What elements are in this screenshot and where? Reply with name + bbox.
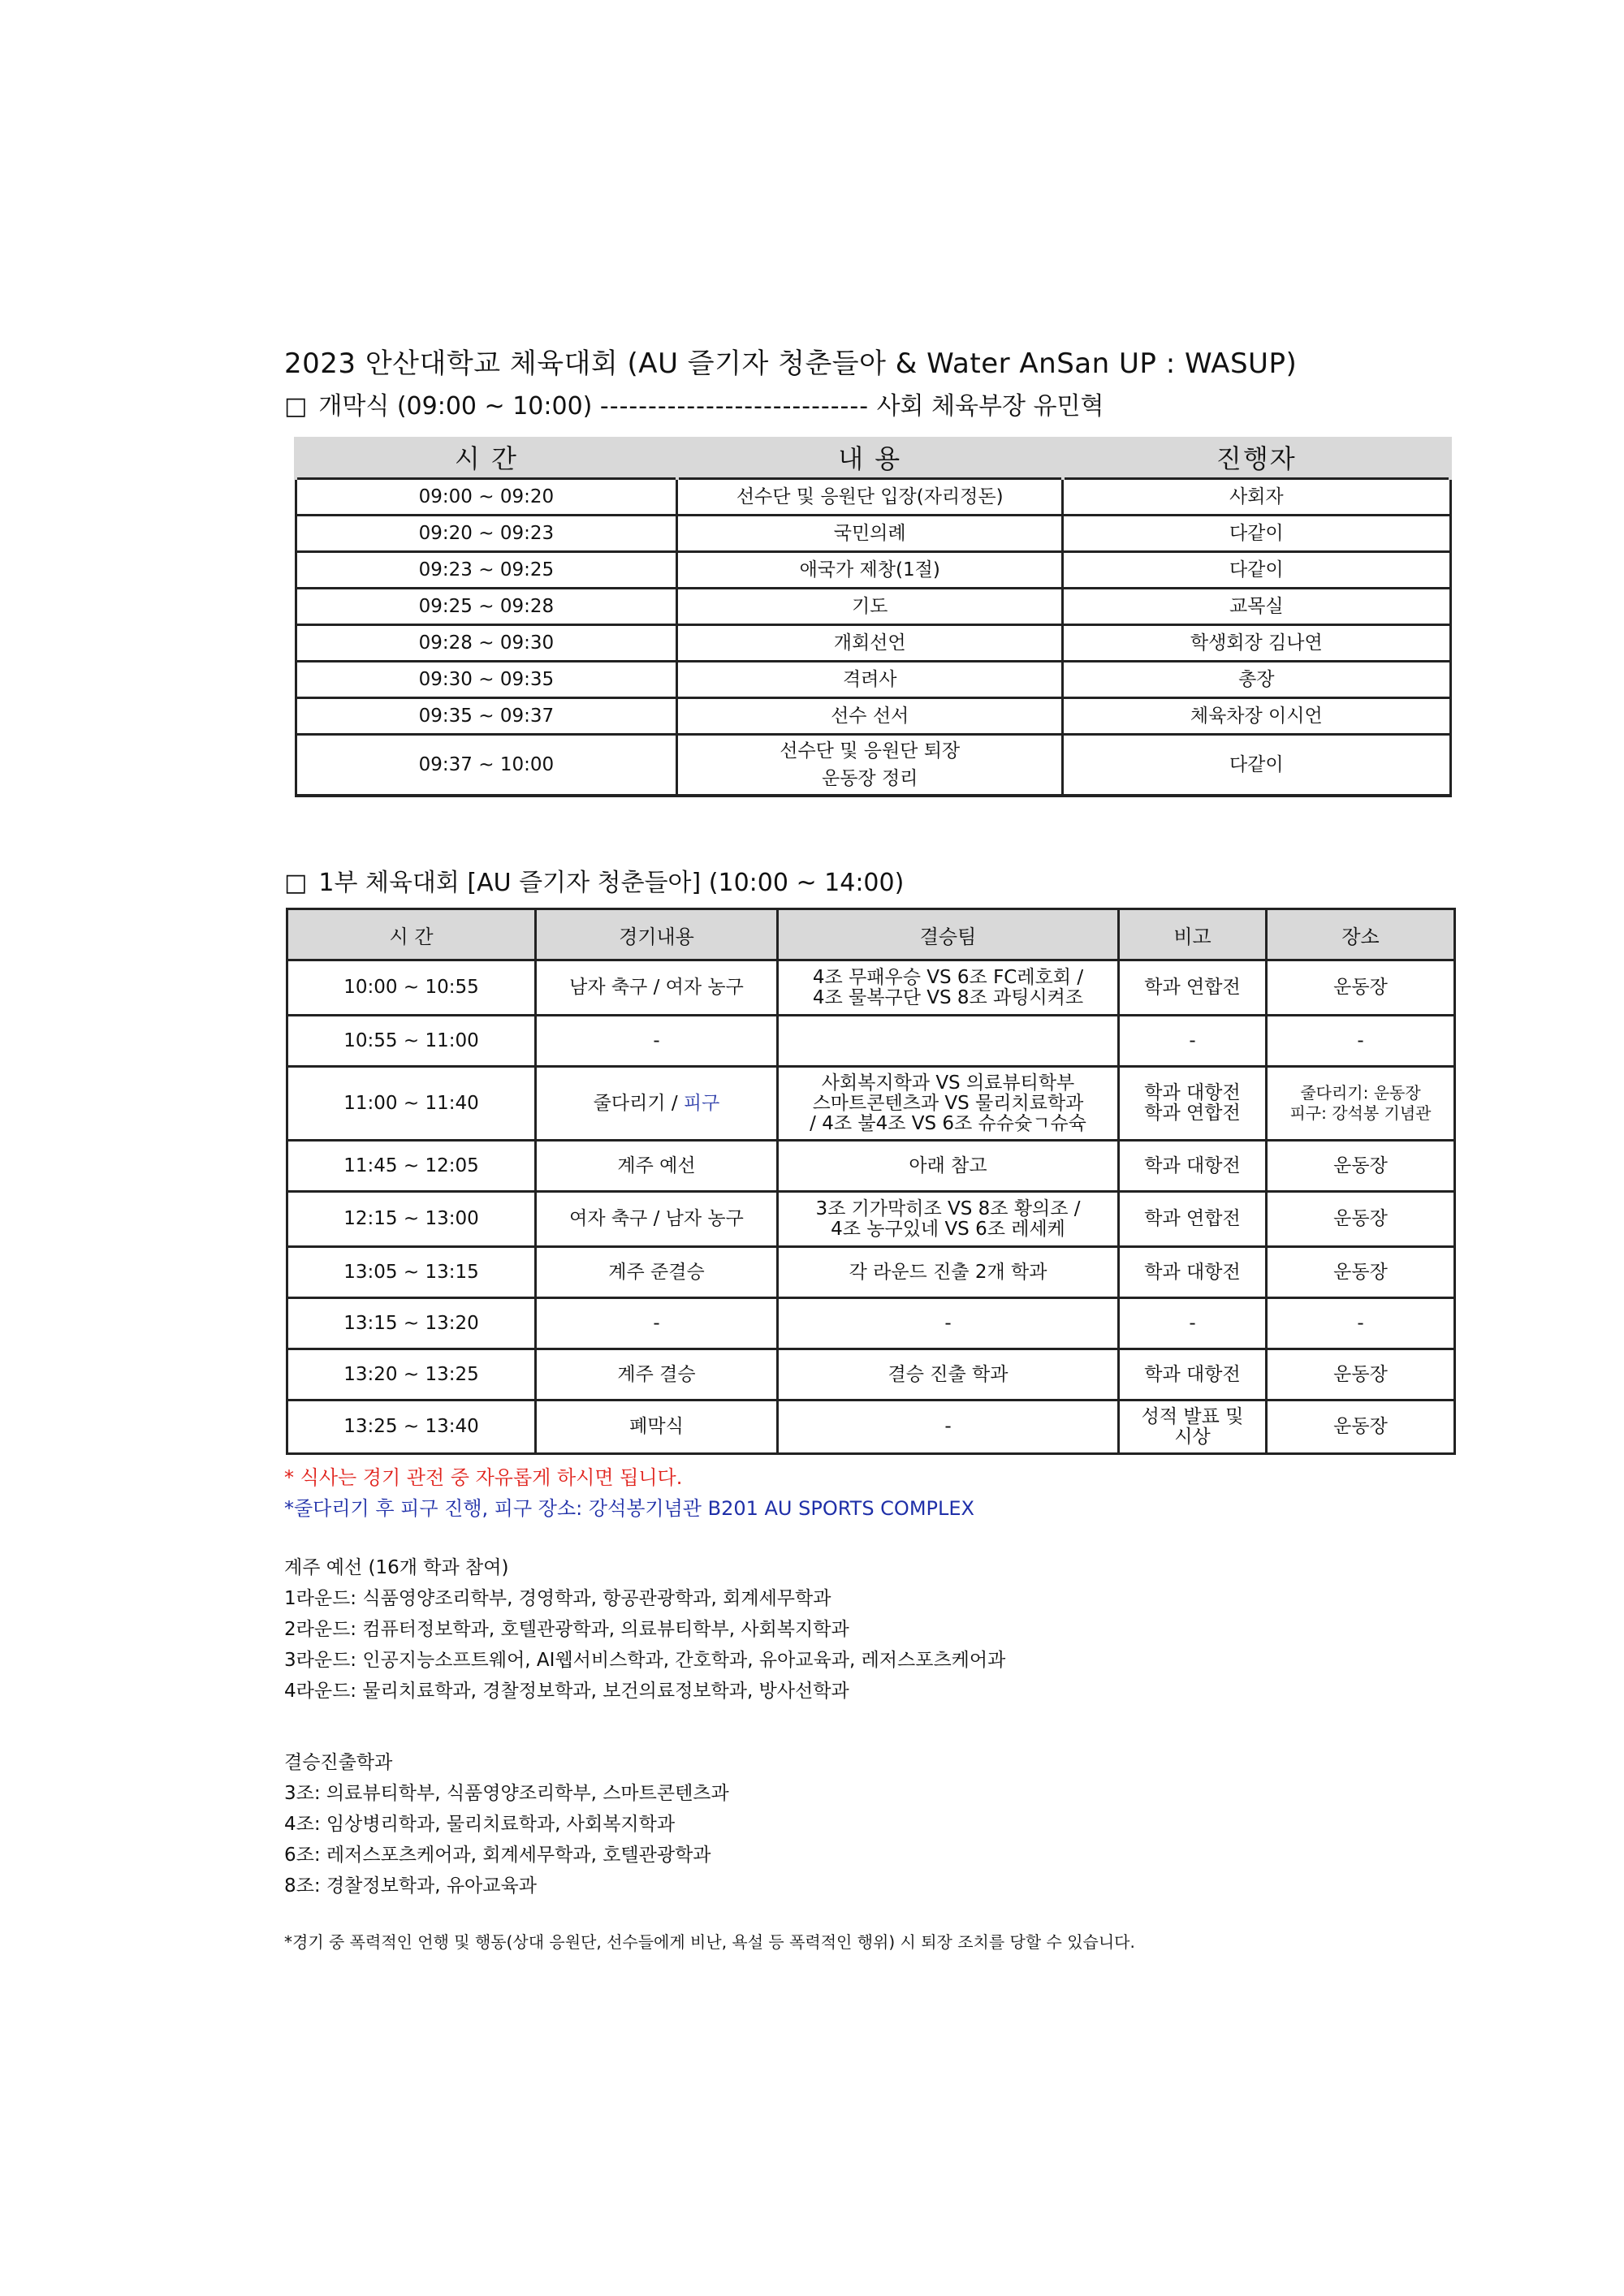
host-cell: 사회자: [1063, 479, 1450, 516]
place-cell: 운동장: [1267, 1192, 1455, 1247]
opening-ceremony-table: [294, 437, 1452, 797]
teams-cell: [778, 960, 1119, 1016]
teams-cell: [778, 1192, 1119, 1247]
time-cell: 13:05 ~ 13:15: [287, 1247, 536, 1298]
event-cell: 폐막식: [536, 1400, 778, 1454]
content-cell: 선수 선서: [677, 698, 1063, 735]
table-row: [287, 1247, 1455, 1298]
teams-line: 4조 농구있네 VS 6조 레세케: [831, 1218, 1065, 1240]
finalist-departments-list: [284, 1747, 729, 1901]
table-header-row: [296, 437, 1450, 479]
teams-cell: 각 라운드 진출 2개 학과: [778, 1247, 1119, 1298]
table-row: [296, 552, 1450, 589]
table-row: [296, 662, 1450, 698]
place-cell: 운동장: [1267, 1349, 1455, 1400]
note-cell: [1119, 1067, 1267, 1141]
time-cell: 09:30 ~ 09:35: [296, 662, 677, 698]
content-line: 선수단 및 응원단 퇴장: [780, 740, 961, 762]
teams-cell: 결승 진출 학과: [778, 1349, 1119, 1400]
table-row: [287, 1016, 1455, 1067]
column-header-content: 내 용: [677, 437, 1063, 479]
time-cell: 09:35 ~ 09:37: [296, 698, 677, 735]
list-item: 3라운드: 인공지능소프트웨어, AI웹서비스학과, 간호학과, 유아교육과, 레저스포츠케어과: [284, 1650, 1006, 1671]
event-text: 줄다리기 /: [593, 1092, 684, 1114]
teams-line: / 4조 불4조 VS 6조 슈슈슛ㄱ슈슉: [810, 1112, 1086, 1134]
place-cell: 운동장: [1267, 960, 1455, 1016]
teams-line: 스마트콘텐츠과 VS 물리치료학과: [812, 1092, 1084, 1114]
note-cell: 학과 대항전: [1119, 1247, 1267, 1298]
note-cell: 학과 연합전: [1119, 960, 1267, 1016]
event-text-dodgeball: 피구: [683, 1092, 720, 1114]
list-item: 4라운드: 물리치료학과, 경찰정보학과, 보건의료정보학과, 방사선학과: [284, 1681, 849, 1702]
note-cell: 학과 대항전: [1119, 1141, 1267, 1192]
time-cell: 09:25 ~ 09:28: [296, 589, 677, 625]
teams-line: 4조 무패우승 VS 6조 FC레호회 /: [812, 966, 1084, 988]
note-line: 성적 발표 및: [1141, 1405, 1244, 1427]
time-cell: 13:20 ~ 13:25: [287, 1349, 536, 1400]
column-header-time: 시 간: [296, 437, 677, 479]
time-cell: 09:23 ~ 09:25: [296, 552, 677, 589]
table-row: [287, 1298, 1455, 1349]
content-cell: 선수단 및 응원단 입장(자리정돈): [677, 479, 1063, 516]
sports-section-heading: [284, 862, 904, 898]
column-header-event: 경기내용: [536, 909, 778, 960]
time-cell: 13:15 ~ 13:20: [287, 1298, 536, 1349]
opening-host: 사회 체육부장 유민혁: [876, 392, 1104, 421]
event-cell: -: [536, 1298, 778, 1349]
list-item: 8조: 경찰정보학과, 유아교육과: [284, 1875, 537, 1897]
host-cell: 총장: [1063, 662, 1450, 698]
content-cell: 국민의례: [677, 516, 1063, 552]
host-cell: 교목실: [1063, 589, 1450, 625]
host-cell: 다같이: [1063, 735, 1450, 796]
note-cell: 학과 연합전: [1119, 1192, 1267, 1247]
heading-divider: ----------------------------: [599, 392, 870, 421]
place-line: 피구: 강석봉 기념관: [1289, 1103, 1432, 1123]
event-cell: 계주 준결승: [536, 1247, 778, 1298]
place-line: 줄다리기: 운동장: [1300, 1083, 1421, 1103]
event-cell: 여자 축구 / 남자 농구: [536, 1192, 778, 1247]
list-item: 6조: 레저스포츠케어과, 회계세무학과, 호텔관광학과: [284, 1845, 711, 1866]
table-row: [287, 1349, 1455, 1400]
content-cell: 격려사: [677, 662, 1063, 698]
note-cell: [1119, 1400, 1267, 1454]
content-cell: 개회선언: [677, 625, 1063, 662]
content-cell: 애국가 제창(1절): [677, 552, 1063, 589]
time-cell: 09:28 ~ 09:30: [296, 625, 677, 662]
table-row: [296, 589, 1450, 625]
place-cell: -: [1267, 1016, 1455, 1067]
time-cell: 13:25 ~ 13:40: [287, 1400, 536, 1454]
time-cell: 10:55 ~ 11:00: [287, 1016, 536, 1067]
column-header-teams: 결승팀: [778, 909, 1119, 960]
meal-note: * 식사는 경기 관전 중 자유롭게 하시면 됩니다.: [284, 1466, 683, 1489]
relay-preliminaries-list: [284, 1552, 1005, 1707]
table-header-row: [287, 909, 1455, 960]
document-title: 2023 안산대학교 체육대회 (AU 즐기자 청춘들아 & Water AnSan UP : WASUP): [284, 347, 1298, 380]
table-row: [287, 1400, 1455, 1454]
sports-heading-text: 1부 체육대회 [AU 즐기자 청춘들아] (10:00 ~ 14:00): [318, 869, 905, 897]
note-line: 학과 대항전: [1144, 1082, 1241, 1103]
note-cell: -: [1119, 1016, 1267, 1067]
time-cell: 09:00 ~ 09:20: [296, 479, 677, 516]
content-cell: 기도: [677, 589, 1063, 625]
time-cell: 09:37 ~ 10:00: [296, 735, 677, 796]
column-header-place: 장소: [1267, 909, 1455, 960]
dodgeball-location-note: *줄다리기 후 피구 진행, 피구 장소: 강석봉기념관 B201 AU SPORTS COMPLEX: [284, 1497, 974, 1520]
teams-cell: [778, 1067, 1119, 1141]
sports-schedule-table: [286, 908, 1456, 1455]
place-cell: 운동장: [1267, 1247, 1455, 1298]
list-item: 1라운드: 식품영양조리학부, 경영학과, 항공관광학과, 회계세무학과: [284, 1588, 831, 1609]
checkbox-square-icon: □: [284, 392, 308, 421]
teams-cell: [778, 1016, 1119, 1067]
column-header-note: 비고: [1119, 909, 1267, 960]
table-row: [287, 960, 1455, 1016]
note-line: 시상: [1174, 1426, 1211, 1448]
teams-line: 사회복지학과 VS 의료뷰티학부: [821, 1072, 1075, 1094]
teams-cell: 아래 참고: [778, 1141, 1119, 1192]
place-cell: -: [1267, 1298, 1455, 1349]
table-row: [287, 1067, 1455, 1141]
host-cell: 학생회장 김나연: [1063, 625, 1450, 662]
content-line: 운동장 정리: [821, 768, 918, 789]
host-cell: 다같이: [1063, 552, 1450, 589]
event-cell: 계주 결승: [536, 1349, 778, 1400]
event-cell: -: [536, 1016, 778, 1067]
time-cell: 11:00 ~ 11:40: [287, 1067, 536, 1141]
teams-cell: -: [778, 1400, 1119, 1454]
teams-line: 3조 기가막히조 VS 8조 황의조 /: [815, 1198, 1081, 1219]
table-row: [296, 735, 1450, 796]
event-cell: 계주 예선: [536, 1141, 778, 1192]
place-cell: 운동장: [1267, 1141, 1455, 1192]
table-row: [296, 516, 1450, 552]
host-cell: 체육차장 이시언: [1063, 698, 1450, 735]
note-cell: -: [1119, 1298, 1267, 1349]
content-cell: [677, 735, 1063, 796]
time-cell: 09:20 ~ 09:23: [296, 516, 677, 552]
note-cell: 학과 대항전: [1119, 1349, 1267, 1400]
place-cell: [1267, 1067, 1455, 1141]
place-cell: 운동장: [1267, 1400, 1455, 1454]
teams-cell: -: [778, 1298, 1119, 1349]
teams-line: 4조 물복구단 VS 8조 과팅시켜조: [812, 986, 1084, 1008]
table-row: [287, 1192, 1455, 1247]
table-row: [296, 479, 1450, 516]
table-row: [287, 1141, 1455, 1192]
list-item: 2라운드: 컴퓨터정보학과, 호텔관광학과, 의료뷰티학부, 사회복지학과: [284, 1619, 849, 1640]
list-item: 4조: 임상병리학과, 물리치료학과, 사회복지학과: [284, 1814, 676, 1835]
table-row: [296, 698, 1450, 735]
time-cell: 12:15 ~ 13:00: [287, 1192, 536, 1247]
finals-title: 결승진출학과: [284, 1752, 393, 1773]
host-cell: 다같이: [1063, 516, 1450, 552]
conduct-footnote: *경기 중 폭력적인 언행 및 행동(상대 응원단, 선수들에게 비난, 욕설 등 폭력적인 행위) 시 퇴장 조치를 당할 수 있습니다.: [284, 1932, 1135, 1952]
time-cell: 10:00 ~ 10:55: [287, 960, 536, 1016]
event-cell: [536, 1067, 778, 1141]
checkbox-square-icon: □: [284, 869, 308, 897]
relay-title: 계주 예선 (16개 학과 참여): [284, 1557, 509, 1578]
note-line: 학과 연합전: [1144, 1103, 1241, 1124]
list-item: 3조: 의료뷰티학부, 식품영양조리학부, 스마트콘텐츠과: [284, 1783, 729, 1804]
column-header-host: 진행자: [1063, 437, 1450, 479]
time-cell: 11:45 ~ 12:05: [287, 1141, 536, 1192]
opening-heading-text: 개막식 (09:00 ~ 10:00): [318, 392, 593, 421]
event-cell: 남자 축구 / 여자 농구: [536, 960, 778, 1016]
table-row: [296, 625, 1450, 662]
column-header-time: 시 간: [287, 909, 536, 960]
opening-section-heading: [284, 386, 1104, 421]
